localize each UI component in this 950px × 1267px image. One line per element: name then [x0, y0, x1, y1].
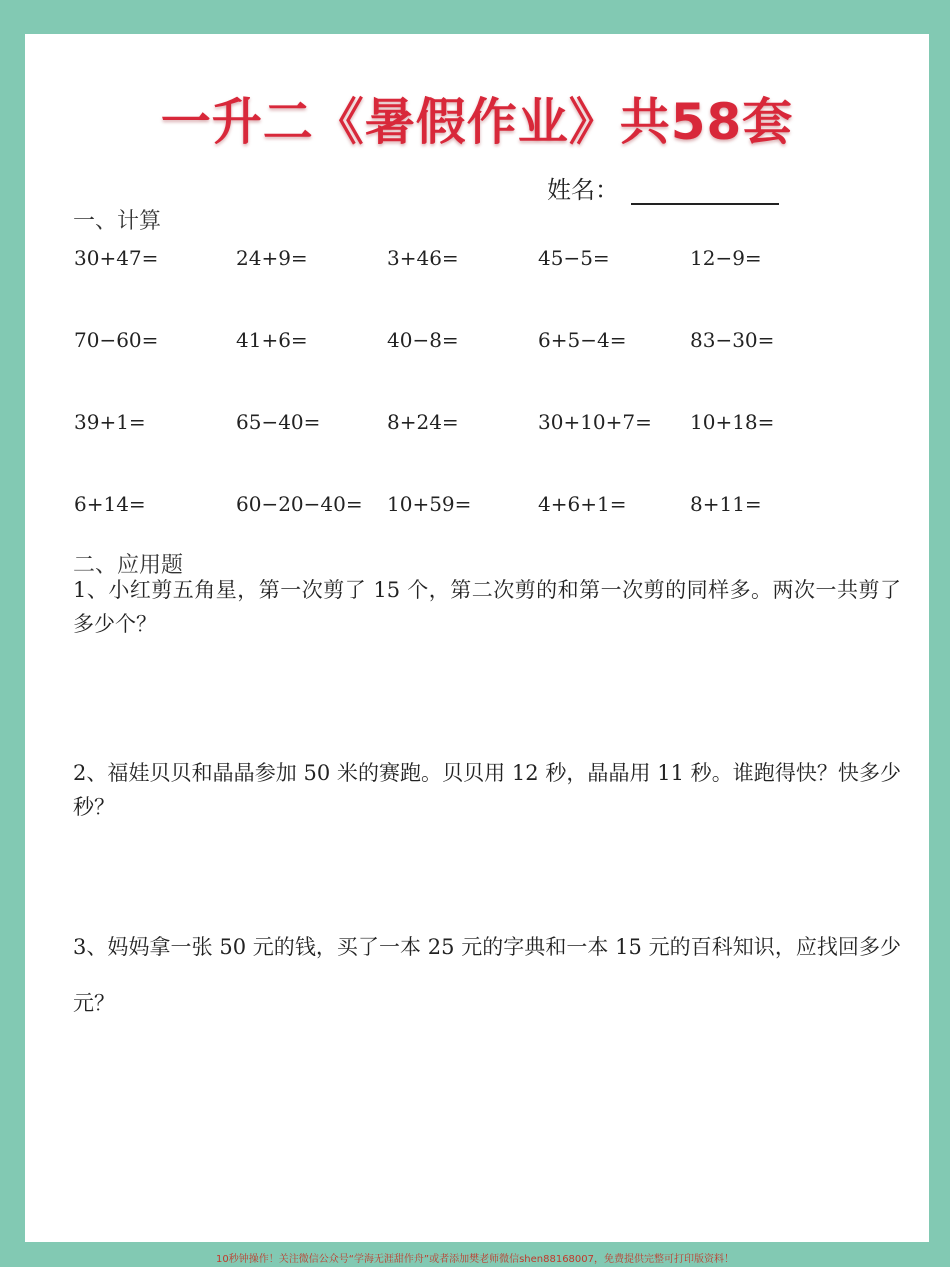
word-problem-1: 1、小红剪五角星，第一次剪了 15 个，第二次剪的和第一次剪的同样多。两次一共剪了多少个？: [73, 578, 901, 636]
calc-item: 8+24=: [387, 410, 459, 434]
calc-item: 24+9=: [236, 246, 308, 270]
calc-item: 60−20−40=: [236, 492, 363, 516]
footer-notice: 10秒钟操作！关注微信公众号“学海无涯甜作舟”或者添加樊老师微信shen88168007，免费提供完整可打印版资料！: [215, 1254, 735, 1265]
calc-item: 10+59=: [387, 492, 472, 516]
page-title: 一升二《暑假作业》共58套: [160, 93, 794, 151]
calc-item: 12−9=: [690, 246, 762, 270]
calc-row: [74, 328, 834, 410]
calc-item: 40−8=: [387, 328, 459, 352]
calc-item: 65−40=: [236, 410, 321, 434]
calc-item: 30+47=: [74, 246, 159, 270]
calc-item: 8+11=: [690, 492, 762, 516]
calc-item: 3+46=: [387, 246, 459, 270]
calc-item: 39+1=: [74, 410, 146, 434]
section-word-problems-heading: 二、应用题: [73, 553, 184, 578]
calc-item: 6+14=: [74, 492, 146, 516]
calc-item: 41+6=: [236, 328, 308, 352]
calculation-grid: [74, 246, 834, 574]
name-field: [547, 170, 779, 205]
name-blank-line[interactable]: [631, 173, 779, 205]
calc-row: [74, 246, 834, 328]
calc-row: [74, 410, 834, 492]
word-problem-3: 3、妈妈拿一张 50 元的钱，买了一本 25 元的字典和一本 15 元的百科知识，应找回多少元？: [73, 935, 901, 1015]
worksheet-page: [25, 34, 929, 1242]
calc-item: 4+6+1=: [538, 492, 627, 516]
section-calculation-heading: 一、计算: [73, 209, 162, 234]
calc-item: 10+18=: [690, 410, 775, 434]
calc-item: 70−60=: [74, 328, 159, 352]
calc-item: 45−5=: [538, 246, 610, 270]
word-problem-2: 2、福娃贝贝和晶晶参加 50 米的赛跑。贝贝用 12 秒，晶晶用 11 秒。谁跑得快？快多少秒？: [73, 761, 901, 819]
calc-item: 83−30=: [690, 328, 775, 352]
calc-row: [74, 492, 834, 574]
name-label: 姓名：: [547, 176, 619, 204]
calc-item: 6+5−4=: [538, 328, 627, 352]
calc-item: 30+10+7=: [538, 410, 652, 434]
